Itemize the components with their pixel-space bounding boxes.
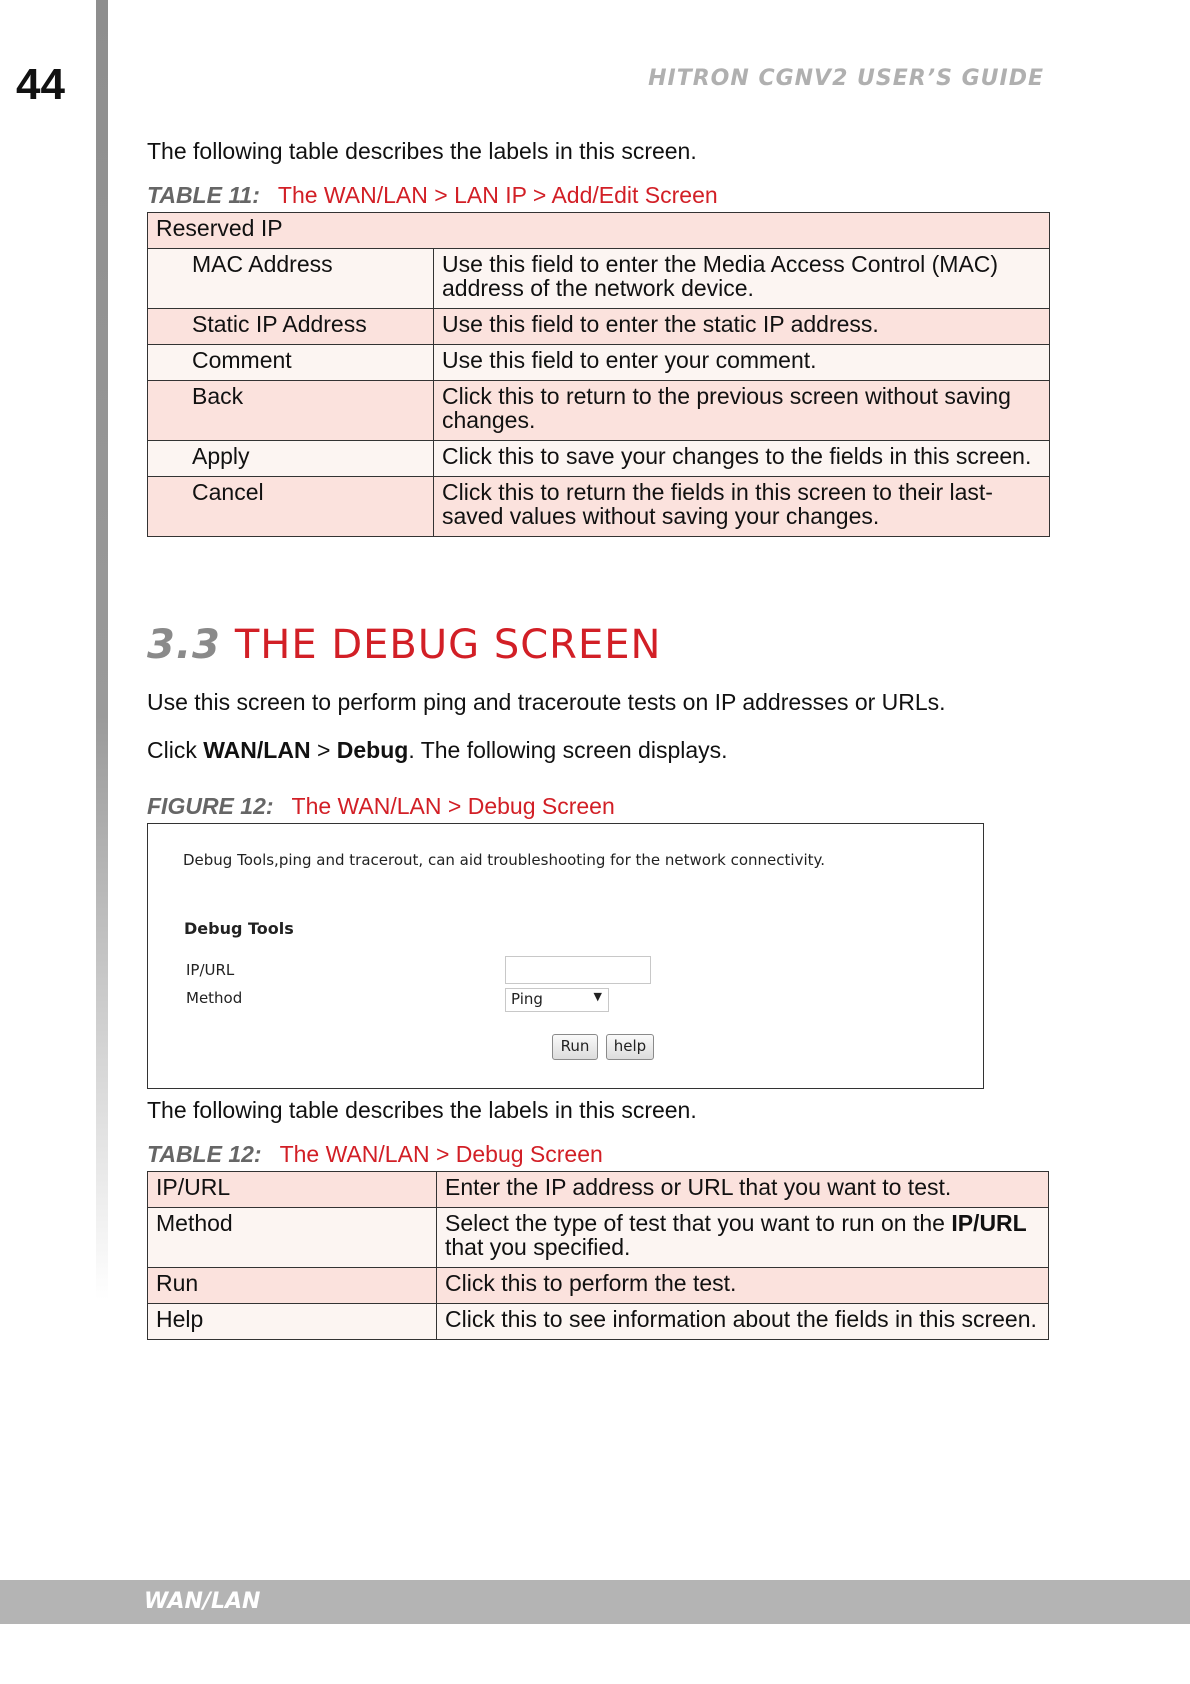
click-suffix: . The following screen displays. [408, 737, 728, 763]
figure-intro-text: Debug Tools,ping and tracerout, can aid troubleshooting for the network connectivity. [183, 851, 826, 869]
footer-band [0, 1580, 1190, 1624]
row-description: Use this field to enter the static IP address. [434, 309, 1050, 345]
section-paragraph: Use this screen to perform ping and traceroute tests on IP addresses or URLs. [147, 689, 946, 715]
row-label: IP/URL [148, 1172, 437, 1208]
table11-caption [147, 182, 718, 209]
section-title: THE DEBUG SCREEN [234, 622, 662, 668]
table-row [148, 381, 1050, 441]
help-button[interactable]: help [606, 1034, 654, 1060]
table-row [148, 309, 1050, 345]
row-label: Back [148, 381, 434, 441]
intro-text: The following table describes the labels in this screen. [147, 138, 697, 164]
intro-text-2: The following table describes the labels in this screen. [147, 1097, 697, 1123]
row-description [437, 1208, 1049, 1268]
table12-caption-title: The WAN/LAN > Debug Screen [279, 1141, 603, 1167]
click-part2: Debug [336, 737, 409, 763]
table-row [148, 1304, 1049, 1340]
row-description: Click this to perform the test. [437, 1268, 1049, 1304]
table12-caption [147, 1141, 603, 1168]
row-description: Click this to return to the previous screen without saving changes. [434, 381, 1050, 441]
click-separator: > [310, 737, 337, 763]
row-label: Method [148, 1208, 437, 1268]
row-description: Click this to save your changes to the fields in this screen. [434, 441, 1050, 477]
table-group-row [148, 213, 1050, 249]
method-label: Method [186, 989, 243, 1007]
run-button[interactable]: Run [552, 1034, 598, 1060]
side-bar [96, 0, 108, 1300]
figure12-caption-label: FIGURE 12: [147, 793, 274, 819]
debug-screen-figure [147, 823, 984, 1089]
method-select-value: Ping [511, 990, 543, 1008]
table11-caption-title: The WAN/LAN > LAN IP > Add/Edit Screen [277, 182, 718, 208]
click-instruction [147, 737, 728, 764]
chevron-down-icon: ▼ [593, 990, 602, 1003]
table-row [148, 1268, 1049, 1304]
row-description: Use this field to enter the Media Access Control (MAC) address of the network device. [434, 249, 1050, 309]
figure12-caption-title: The WAN/LAN > Debug Screen [291, 793, 615, 819]
table-row [148, 441, 1050, 477]
row-description: Click this to return the fields in this screen to their last-saved values without saving your changes. [434, 477, 1050, 537]
section-number: 3.3 [147, 622, 221, 668]
group-header: Reserved IP [148, 213, 1050, 249]
row-label: Static IP Address [148, 309, 434, 345]
method-select[interactable] [505, 988, 609, 1012]
row-label: Run [148, 1268, 437, 1304]
table-row [148, 1208, 1049, 1268]
row-description: Click this to see information about the fields in this screen. [437, 1304, 1049, 1340]
row-description: Use this field to enter your comment. [434, 345, 1050, 381]
row-description-post: that you specified. [445, 1234, 631, 1260]
row-label: Comment [148, 345, 434, 381]
ip-url-label: IP/URL [186, 961, 235, 979]
row-description-bold: IP/URL [951, 1210, 1027, 1236]
row-description-pre: Select the type of test that you want to run on the [445, 1210, 952, 1236]
row-label: MAC Address [148, 249, 434, 309]
click-prefix: Click [147, 737, 204, 763]
table-row [148, 345, 1050, 381]
table11 [147, 212, 1050, 537]
running-header: HITRON CGNV2 USER’S GUIDE [648, 66, 1044, 91]
row-description: Enter the IP address or URL that you want to test. [437, 1172, 1049, 1208]
table-row [148, 1172, 1049, 1208]
row-label: Apply [148, 441, 434, 477]
page-number: 44 [16, 60, 65, 109]
table12 [147, 1171, 1049, 1340]
row-label: Cancel [148, 477, 434, 537]
ip-url-input[interactable] [505, 956, 651, 984]
table-row [148, 249, 1050, 309]
footer-label: WAN/LAN [144, 1589, 261, 1614]
figure-debug-tools-heading: Debug Tools [184, 919, 294, 938]
table-row [148, 477, 1050, 537]
row-label: Help [148, 1304, 437, 1340]
click-part1: WAN/LAN [203, 737, 311, 763]
section-heading [147, 622, 661, 668]
table11-caption-label: TABLE 11: [147, 182, 260, 208]
table12-caption-label: TABLE 12: [147, 1141, 262, 1167]
figure12-caption [147, 793, 615, 820]
